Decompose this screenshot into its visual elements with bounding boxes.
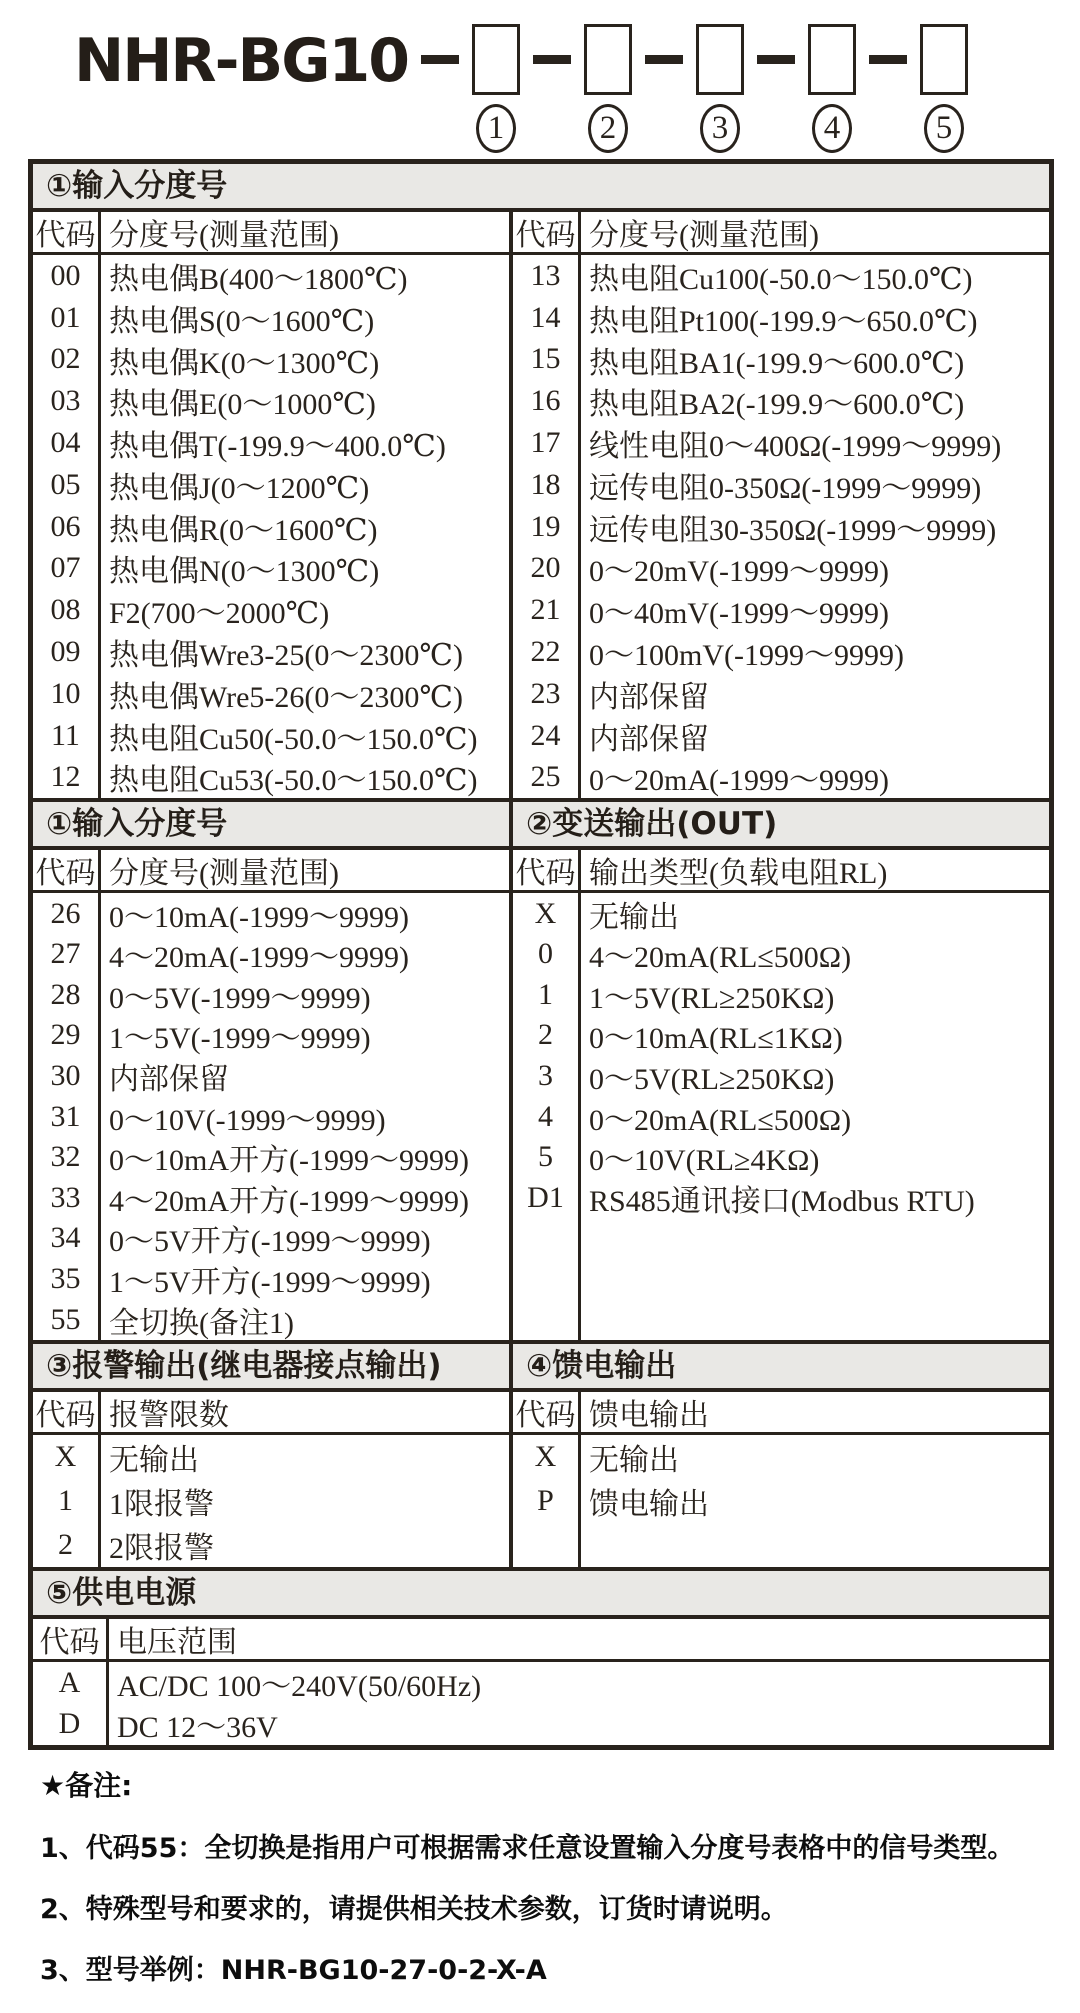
desc-cell: 远传电阻0-350Ω(-1999～9999) bbox=[589, 471, 982, 505]
desc-cell: 4～20mA开方(-1999～9999) bbox=[109, 1184, 469, 1218]
code-column bbox=[33, 1435, 101, 1567]
desc-cell: 热电阻Cu100(-50.0～150.0℃) bbox=[589, 262, 973, 296]
code-cell: 35 bbox=[50, 1262, 81, 1295]
model-box-column bbox=[472, 24, 520, 153]
code-cell: 1 bbox=[58, 1483, 73, 1517]
desc-cell: 热电偶J(0～1200℃) bbox=[109, 471, 370, 505]
section4-header: ④馈电输出 bbox=[513, 1344, 1049, 1388]
desc-cell: F2(700～2000℃) bbox=[109, 597, 330, 631]
desc-cell: 热电阻Cu53(-50.0～150.0℃) bbox=[109, 764, 478, 798]
column-header-desc: 电压范围 bbox=[117, 1625, 237, 1659]
desc-cell: 热电偶S(0～1600℃) bbox=[109, 304, 375, 338]
code-cell: 31 bbox=[50, 1099, 81, 1133]
desc-cell: 2限报警 bbox=[109, 1531, 214, 1565]
note-item: 3、型号举例：NHR-BG10-27-0-2-X-A bbox=[40, 1954, 547, 1986]
desc-cell: 0～10mA开方(-1999～9999) bbox=[109, 1144, 469, 1178]
desc-cell: 热电偶K(0～1300℃) bbox=[109, 346, 380, 380]
section3-header: ③报警输出(继电器接点输出) bbox=[33, 1344, 513, 1388]
column-header-code: 代码 bbox=[513, 212, 581, 252]
code-cell: 02 bbox=[50, 342, 81, 376]
column-header-desc: 分度号(测量范围) bbox=[109, 219, 339, 252]
code-cell: 21 bbox=[530, 593, 561, 627]
code-cell: 09 bbox=[50, 635, 81, 669]
desc-cell: 热电阻BA2(-199.9～600.0℃) bbox=[589, 388, 965, 422]
code-cell: 12 bbox=[50, 760, 81, 794]
desc-cell: RS485通讯接口(Modbus RTU) bbox=[589, 1184, 975, 1218]
desc-cell: 0～20mA(RL≤500Ω) bbox=[589, 1103, 852, 1137]
code-cell: 01 bbox=[50, 300, 81, 334]
table-body bbox=[33, 255, 509, 798]
section1-band-row bbox=[33, 164, 1049, 212]
desc-cell: DC 12～36V bbox=[117, 1711, 278, 1745]
code-cell: 16 bbox=[530, 384, 561, 418]
dash-separator bbox=[533, 55, 571, 64]
code-cell: 30 bbox=[50, 1059, 81, 1093]
desc-column bbox=[109, 1662, 1049, 1745]
model-box-column bbox=[920, 24, 968, 153]
desc-cell: 热电偶N(0～1300℃) bbox=[109, 555, 380, 589]
position-circle: 1 bbox=[476, 104, 516, 153]
notes-title: ★备注: bbox=[40, 1768, 133, 1802]
table-body bbox=[33, 1662, 1049, 1745]
code-cell: P bbox=[537, 1483, 554, 1517]
desc-cell: 0～10V(RL≥4KΩ) bbox=[589, 1144, 820, 1178]
column-header-code: 代码 bbox=[33, 850, 101, 890]
column-header-row bbox=[33, 1392, 509, 1435]
position-circle: 5 bbox=[924, 104, 964, 153]
code-cell: 20 bbox=[530, 551, 561, 585]
model-segment bbox=[744, 24, 856, 153]
code-column bbox=[513, 1435, 581, 1567]
desc-cell: 热电偶Wre3-25(0～2300℃) bbox=[109, 639, 463, 673]
code-cell: 27 bbox=[50, 937, 81, 971]
model-code-box bbox=[808, 24, 856, 95]
desc-cell: 0～10V(-1999～9999) bbox=[109, 1103, 386, 1137]
desc-cell: 全切换(备注1) bbox=[109, 1306, 294, 1340]
code-cell: 00 bbox=[50, 258, 81, 292]
code-cell: 03 bbox=[50, 384, 81, 418]
column-header-code: 代码 bbox=[513, 850, 581, 890]
column-header-desc: 报警限数 bbox=[109, 1398, 229, 1432]
code-cell: 17 bbox=[530, 426, 561, 460]
section5-table bbox=[33, 1619, 1049, 1745]
column-header-desc: 分度号(测量范围) bbox=[589, 219, 819, 252]
model-code-box bbox=[472, 24, 520, 95]
code-cell: 07 bbox=[50, 551, 81, 585]
code-cell: 34 bbox=[50, 1221, 81, 1255]
desc-cell: 0～40mV(-1999～9999) bbox=[589, 597, 889, 631]
code-cell: 26 bbox=[50, 896, 81, 930]
code-cell: X bbox=[534, 896, 557, 930]
desc-cell: 0～5V(RL≥250KΩ) bbox=[589, 1063, 835, 1097]
dash-separator bbox=[645, 55, 683, 64]
code-cell: 14 bbox=[530, 300, 561, 334]
desc-cell: 4～20mA(RL≤500Ω) bbox=[589, 941, 852, 975]
desc-cell: 内部保留 bbox=[589, 680, 709, 714]
desc-cell: 1～5V开方(-1999～9999) bbox=[109, 1266, 431, 1299]
model-box-column bbox=[584, 24, 632, 153]
table-body bbox=[33, 1435, 509, 1567]
column-header-row bbox=[33, 1619, 1049, 1662]
section1-left-table bbox=[33, 212, 513, 798]
desc-cell: 馈电输出 bbox=[589, 1487, 709, 1521]
section1-right-table bbox=[513, 212, 1049, 798]
desc-cell: 热电偶T(-199.9～400.0℃) bbox=[109, 430, 446, 464]
code-cell: 23 bbox=[530, 676, 561, 710]
code-cell: 3 bbox=[538, 1059, 553, 1093]
section2-left-header: ①输入分度号 bbox=[33, 802, 513, 846]
column-header-code: 代码 bbox=[33, 1619, 109, 1659]
desc-column bbox=[101, 255, 509, 798]
table-body bbox=[33, 893, 509, 1340]
column-header-row bbox=[513, 850, 1049, 893]
code-cell: A bbox=[58, 1665, 81, 1699]
section5-band-row bbox=[33, 1571, 1049, 1619]
section1-content bbox=[33, 212, 1049, 802]
code-cell: 13 bbox=[530, 258, 561, 292]
section2-band-row bbox=[33, 802, 1049, 850]
position-circle: 3 bbox=[700, 104, 740, 153]
model-line bbox=[74, 24, 1080, 153]
code-cell: 2 bbox=[538, 1018, 553, 1052]
desc-cell: 内部保留 bbox=[109, 1063, 229, 1097]
position-circle: 4 bbox=[812, 104, 852, 153]
desc-cell: 1～5V(RL≥250KΩ) bbox=[589, 981, 835, 1015]
desc-cell: 0～5V(-1999～9999) bbox=[109, 981, 371, 1015]
code-cell: 32 bbox=[50, 1140, 81, 1174]
section2-right-header: ②变送输出(OUT) bbox=[513, 802, 1049, 846]
code-column bbox=[513, 893, 581, 1340]
code-cell: 28 bbox=[50, 977, 81, 1011]
note-item: 2、特殊型号和要求的，请提供相关技术参数，订货时请说明。 bbox=[40, 1893, 788, 1925]
note-item: 1、代码55：全切换是指用户可根据需求任意设置输入分度号表格中的信号类型。 bbox=[40, 1832, 1015, 1864]
desc-cell: 1～5V(-1999～9999) bbox=[109, 1022, 371, 1056]
desc-cell: 无输出 bbox=[109, 1443, 199, 1477]
notes bbox=[40, 1764, 1080, 1987]
column-header-desc: 输出类型(负载电阻RL) bbox=[589, 857, 888, 891]
model-title: NHR-BG10 bbox=[74, 26, 409, 96]
notes-list bbox=[40, 1826, 1080, 1987]
code-cell: 10 bbox=[50, 676, 81, 710]
model-code-box bbox=[584, 24, 632, 95]
code-cell: 22 bbox=[530, 635, 561, 669]
code-cell: 04 bbox=[50, 426, 81, 460]
desc-cell: 内部保留 bbox=[589, 722, 709, 756]
desc-cell: 0～100mV(-1999～9999) bbox=[589, 639, 904, 673]
desc-cell: 0～5V开方(-1999～9999) bbox=[109, 1225, 431, 1259]
desc-cell: 4～20mA(-1999～9999) bbox=[109, 941, 409, 975]
code-cell: 11 bbox=[51, 718, 80, 752]
code-cell: 05 bbox=[50, 467, 81, 501]
desc-column bbox=[581, 1435, 1049, 1567]
desc-cell: 无输出 bbox=[589, 900, 679, 934]
code-cell: 33 bbox=[50, 1180, 81, 1214]
code-cell: X bbox=[54, 1439, 77, 1473]
code-cell: 29 bbox=[50, 1018, 81, 1052]
code-cell: 1 bbox=[538, 977, 553, 1011]
code-cell: 18 bbox=[530, 467, 561, 501]
code-column bbox=[513, 255, 581, 798]
desc-cell: 1限报警 bbox=[109, 1487, 214, 1521]
desc-cell: 热电偶B(400～1800℃) bbox=[109, 262, 408, 296]
desc-column bbox=[581, 893, 1049, 1340]
column-header-row bbox=[513, 1392, 1049, 1435]
desc-cell: 0～10mA(-1999～9999) bbox=[109, 900, 409, 934]
table-body bbox=[513, 893, 1049, 1340]
model-box-column bbox=[696, 24, 744, 153]
code-cell: 08 bbox=[50, 593, 81, 627]
desc-cell: 热电偶R(0～1600℃) bbox=[109, 513, 378, 547]
dash-separator bbox=[421, 55, 459, 64]
desc-cell: 线性电阻0～400Ω(-1999～9999) bbox=[589, 430, 1002, 464]
desc-cell: AC/DC 100～240V(50/60Hz) bbox=[117, 1669, 482, 1703]
desc-cell: 热电阻BA1(-199.9～600.0℃) bbox=[589, 346, 965, 380]
code-cell: 15 bbox=[530, 342, 561, 376]
section3-band-row bbox=[33, 1344, 1049, 1392]
model-segment bbox=[520, 24, 632, 153]
desc-cell: 0～20mV(-1999～9999) bbox=[589, 555, 889, 589]
model-box-column bbox=[808, 24, 856, 153]
desc-column bbox=[101, 1435, 509, 1567]
desc-cell: 热电偶Wre5-26(0～2300℃) bbox=[109, 680, 463, 714]
model-segments bbox=[408, 24, 968, 153]
code-column bbox=[33, 255, 101, 798]
code-cell: 2 bbox=[58, 1527, 73, 1561]
model-segment bbox=[408, 24, 520, 153]
section5-header: ⑤供电电源 bbox=[33, 1571, 1049, 1615]
column-header-code: 代码 bbox=[33, 212, 101, 252]
dash-separator bbox=[757, 55, 795, 64]
order-table bbox=[28, 159, 1054, 1750]
model-segment bbox=[632, 24, 744, 153]
code-column bbox=[33, 1662, 109, 1745]
section2-left-table bbox=[33, 850, 513, 1340]
table-body bbox=[513, 255, 1049, 798]
column-header-desc: 分度号(测量范围) bbox=[109, 857, 339, 891]
section2-content bbox=[33, 850, 1049, 1344]
column-header-code: 代码 bbox=[513, 1392, 581, 1432]
page bbox=[0, 24, 1080, 2013]
section5-content bbox=[33, 1619, 1049, 1745]
model-code-box bbox=[920, 24, 968, 95]
code-cell: 06 bbox=[50, 509, 81, 543]
section2-right-table bbox=[513, 850, 1049, 1340]
code-cell: 25 bbox=[530, 760, 561, 794]
code-column bbox=[33, 893, 101, 1340]
code-cell: D bbox=[58, 1707, 81, 1741]
section3-content bbox=[33, 1392, 1049, 1571]
position-circle: 2 bbox=[588, 104, 628, 153]
desc-cell: 0～10mA(RL≤1KΩ) bbox=[589, 1022, 843, 1056]
desc-cell: 无输出 bbox=[589, 1443, 679, 1477]
section3-table bbox=[33, 1392, 513, 1567]
desc-cell: 远传电阻30-350Ω(-1999～9999) bbox=[589, 513, 997, 547]
desc-cell: 0～20mA(-1999～9999) bbox=[589, 764, 889, 798]
code-cell: 55 bbox=[50, 1302, 81, 1336]
model-segment bbox=[856, 24, 968, 153]
column-header-code: 代码 bbox=[33, 1392, 101, 1432]
section1-header: ①输入分度号 bbox=[33, 164, 1049, 208]
model-code-box bbox=[696, 24, 744, 95]
code-cell: X bbox=[534, 1439, 557, 1473]
column-header-desc: 馈电输出 bbox=[589, 1398, 709, 1432]
code-cell: 4 bbox=[538, 1099, 553, 1133]
desc-cell: 热电偶E(0～1000℃) bbox=[109, 388, 376, 422]
desc-cell: 热电阻Cu50(-50.0～150.0℃) bbox=[109, 722, 478, 756]
column-header-row bbox=[513, 212, 1049, 255]
code-cell: 0 bbox=[538, 937, 553, 971]
code-cell: 5 bbox=[538, 1140, 553, 1174]
desc-cell: 热电阻Pt100(-199.9～650.0℃) bbox=[589, 304, 978, 338]
code-cell: 24 bbox=[530, 718, 561, 752]
column-header-row bbox=[33, 850, 509, 893]
dash-separator bbox=[869, 55, 907, 64]
desc-column bbox=[101, 893, 509, 1340]
column-header-row bbox=[33, 212, 509, 255]
desc-column bbox=[581, 255, 1049, 798]
code-cell: D1 bbox=[527, 1180, 564, 1214]
code-cell: 19 bbox=[530, 509, 561, 543]
table-body bbox=[513, 1435, 1049, 1567]
section4-table bbox=[513, 1392, 1049, 1567]
